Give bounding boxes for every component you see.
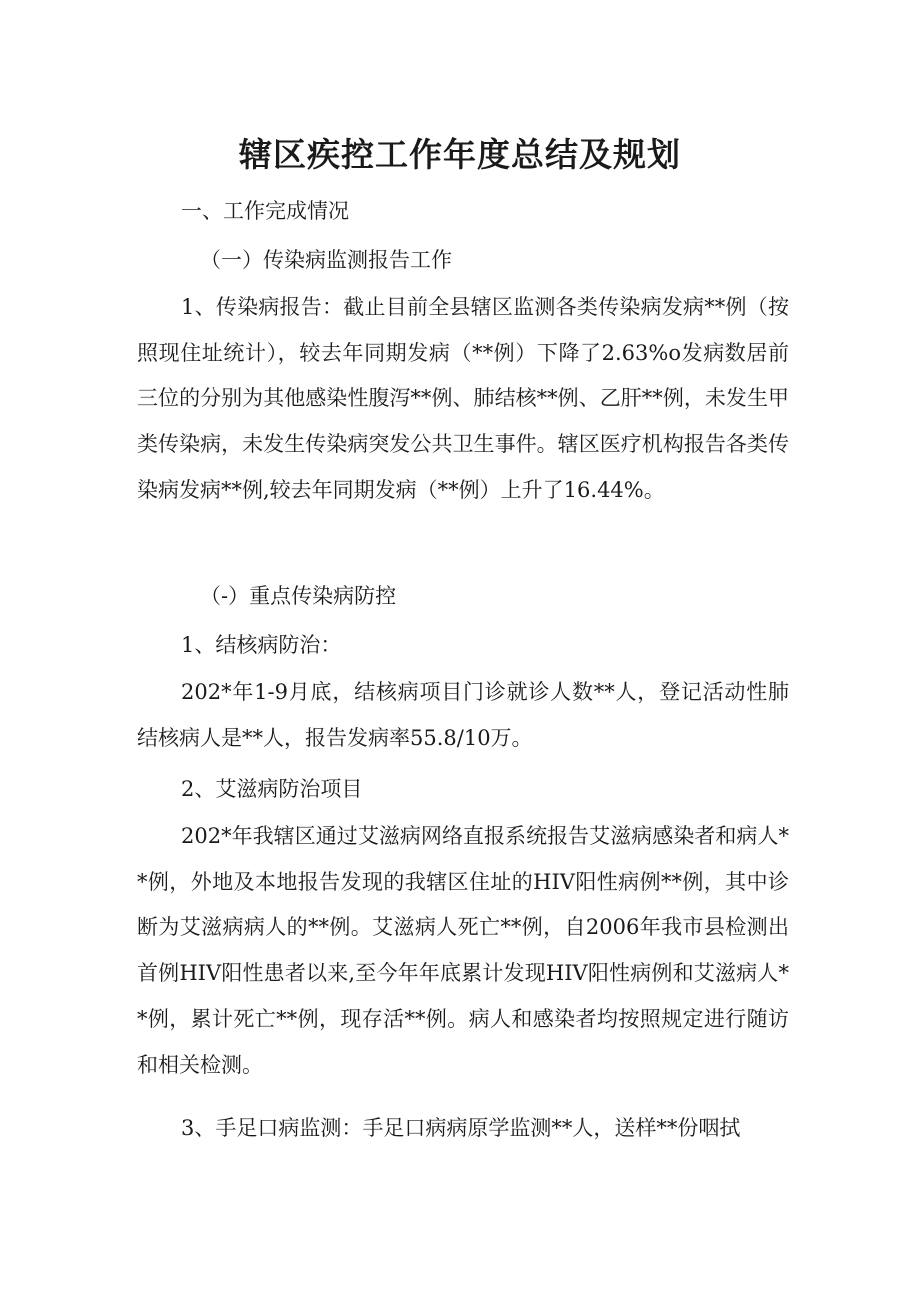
section-heading-work-completion: 一、工作完成情况 [181, 199, 349, 223]
subsection-heading-key-disease-control: （-）重点传染病防控 [200, 584, 397, 608]
item-heading-aids: 2、艾滋病防治项目 [181, 777, 363, 801]
document-title: 辖区疾控工作年度总结及规划 [239, 135, 681, 174]
paragraph-disease-report: 1、传染病报告：截止目前全县辖区监测各类传染病发病**例（按照现住址统计），较去年同期发病（**例）下降了2.63%o发病数居前三位的分别为其他感染性腹泻**例、肺结核**例、乙肝**例，未发生甲类传染病，未发生传染病突发公共卫生事件。辖区医疗机构报告各类传染病发病**例,较去年同期发病（**例）上升了16.44%。 [137, 295, 789, 502]
item-heading-tuberculosis: 1、结核病防治： [181, 633, 342, 657]
paragraph-aids: 202*年我辖区通过艾滋病网络直报系统报告艾滋病感染者和病人**例，外地及本地报告发现的我辖区住址的HIV阳性病例**例，其中诊断为艾滋病病人的**例。艾滋病人死亡**例，自2006年我市县检测出首例HIV阳性患者以来,至今年年底累计发现HIV阳性病例和艾滋病人**例，累计死亡**例，现存活**例。病人和感染者均按照规定进行随访和相关检测。 [137, 824, 789, 1077]
paragraph-hand-foot-mouth: 3、手足口病监测：手足口病病原学监测**人，送样**份咽拭 [181, 1116, 741, 1140]
subsection-heading-disease-monitoring: （一）传染病监测报告工作 [200, 248, 452, 272]
paragraph-tuberculosis: 202*年1-9月底，结核病项目门诊就诊人数**人，登记活动性肺结核病人是**人，报告发病率55.8/10万。 [137, 680, 789, 750]
